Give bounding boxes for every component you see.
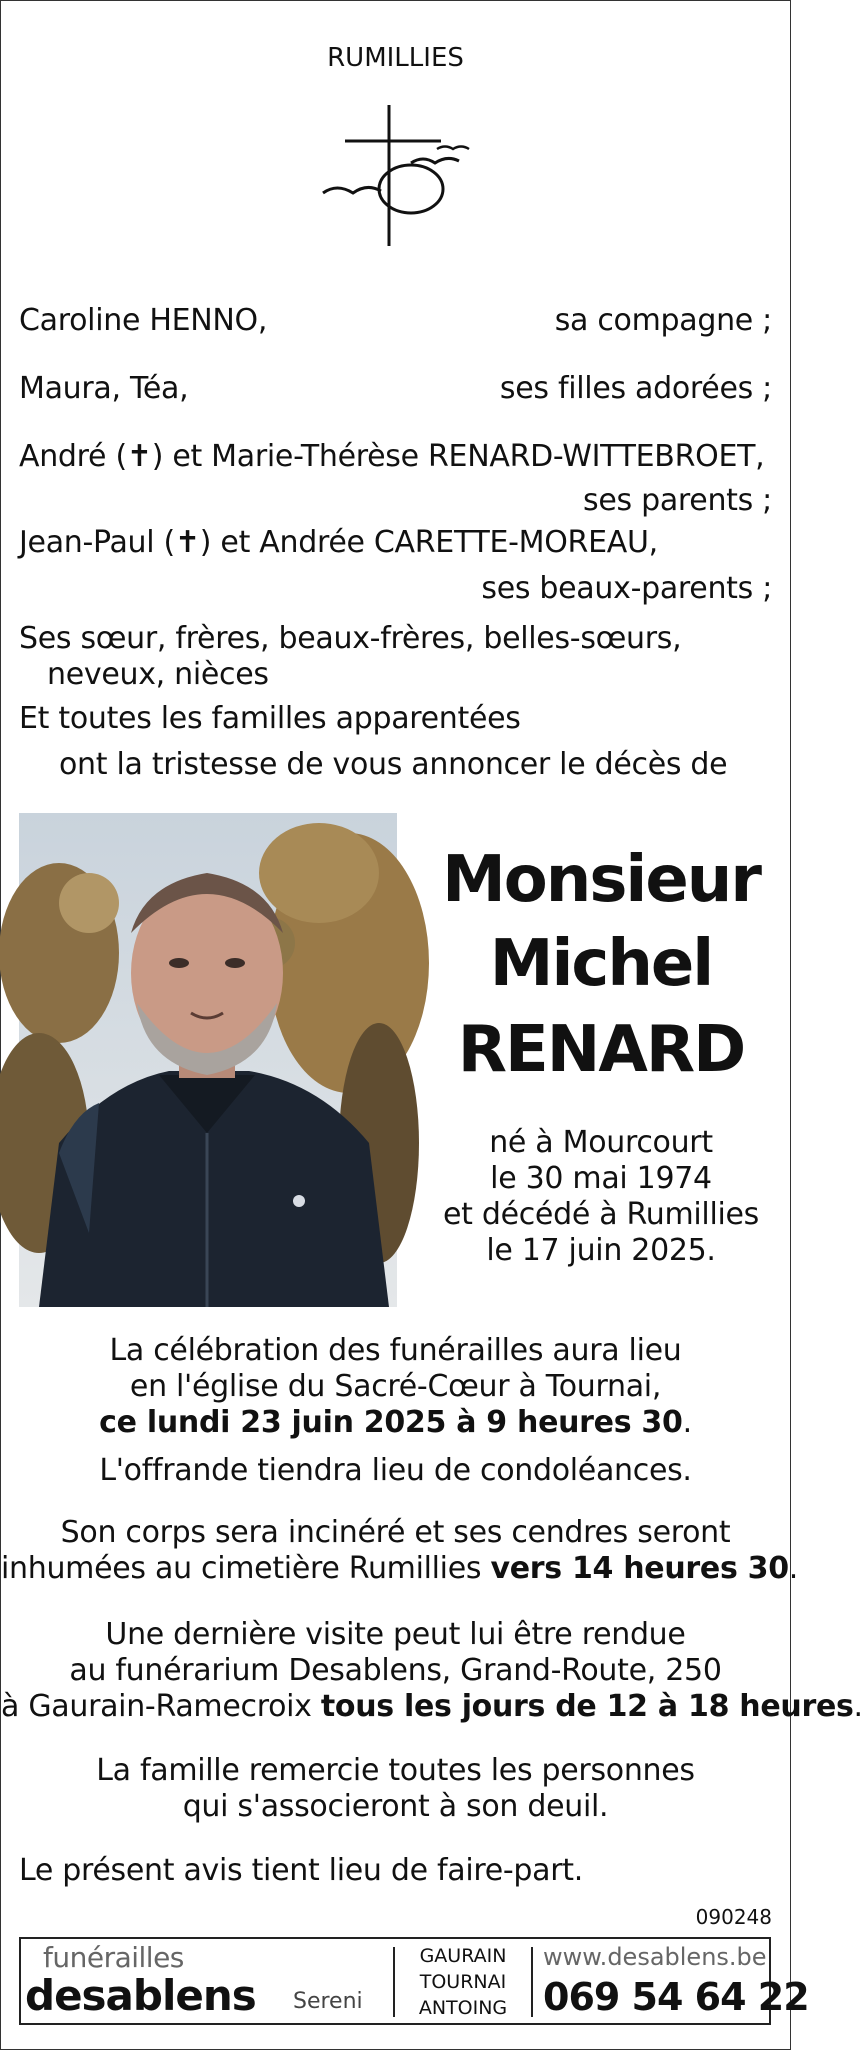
brand-sub: Sereni (293, 1989, 363, 2014)
visit-line-3: à Gaurain-Ramecroix tous les jours de 12 à 18 heures. (1, 1689, 863, 1724)
cremation-line-1: Son corps sera incinéré et ses cendres seront (60, 1515, 731, 1550)
death-date: le 17 juin 2025. (486, 1233, 716, 1268)
offering-line: L'offrande tiendra lieu de condoléances. (99, 1453, 692, 1488)
ceremony-datetime: ce lundi 23 juin 2025 à 9 heures 30 (99, 1405, 683, 1440)
visit-hours: tous les jours de 12 à 18 heures (320, 1689, 854, 1724)
birth-date: le 30 mai 1974 (490, 1161, 712, 1196)
town-name: RUMILLIES (327, 43, 464, 73)
daughters-role: ses filles adorées ; (499, 371, 772, 406)
reference-number: 090248 (695, 1905, 772, 1929)
inlaws-names: Jean-Paul (✝) et Andrée CARETTE-MOREAU, (19, 525, 658, 560)
cremation-time: vers 14 heures 30 (490, 1551, 789, 1586)
faire-part-line: Le présent avis tient lieu de faire-part. (19, 1853, 583, 1888)
cross-icon (319, 101, 479, 251)
phone-number[interactable]: 069 54 64 22 (543, 1975, 809, 2019)
siblings-line-2: neveux, nièces (47, 657, 269, 692)
deceased-first-name: Michel (489, 927, 713, 1001)
visit-line-2: au funérarium Desablens, Grand-Route, 250 (69, 1653, 722, 1688)
companion-name: Caroline HENNO, (19, 303, 268, 338)
ceremony-line-3: ce lundi 23 juin 2025 à 9 heures 30. (99, 1405, 692, 1440)
death-place: et décédé à Rumillies (442, 1197, 760, 1232)
place-item: GAURAIN (419, 1945, 507, 1967)
visit-line-1: Une dernière visite peut lui être rendue (105, 1617, 686, 1652)
places-list (403, 1943, 523, 2021)
footer-divider (531, 1947, 533, 2017)
place-item: ANTOING (418, 1997, 508, 2019)
parents-role: ses parents ; (583, 483, 772, 518)
thanks-line-1: La famille remercie toutes les personnes (96, 1753, 695, 1788)
families-line: Et toutes les familles apparentées (19, 701, 521, 736)
announce-line: ont la tristesse de vous annoncer le décès de (59, 747, 728, 782)
deceased-photo (19, 813, 397, 1307)
funeral-home-banner (19, 1937, 809, 2025)
deceased-title: Monsieur (442, 843, 760, 917)
brand-top: funérailles (43, 1941, 184, 1974)
website-link[interactable]: www.desablens.be (543, 1943, 767, 1971)
companion-role: sa compagne ; (554, 303, 772, 338)
brand-main: desablens (25, 1971, 256, 2020)
deceased-last-name: RENARD (457, 1013, 745, 1087)
parents-names: André (✝) et Marie-Thérèse RENARD-WITTEBROET, (19, 439, 765, 474)
inlaws-role: ses beaux-parents ; (481, 571, 772, 606)
siblings-line-1: Ses sœur, frères, beaux-frères, belles-sœurs, (19, 621, 682, 656)
cremation-line-2: inhumées au cimetière Rumillies vers 14 heures 30. (1, 1551, 799, 1586)
footer-divider (393, 1947, 395, 2017)
ceremony-line-1: La célébration des funérailles aura lieu (109, 1333, 682, 1368)
daughters-names: Maura, Téa, (19, 371, 189, 406)
ceremony-line-2: en l'église du Sacré-Cœur à Tournai, (129, 1369, 662, 1404)
place-item: TOURNAI (419, 1971, 507, 1993)
birth-place: né à Mourcourt (489, 1125, 713, 1160)
thanks-line-2: qui s'associeront à son deuil. (182, 1789, 609, 1824)
